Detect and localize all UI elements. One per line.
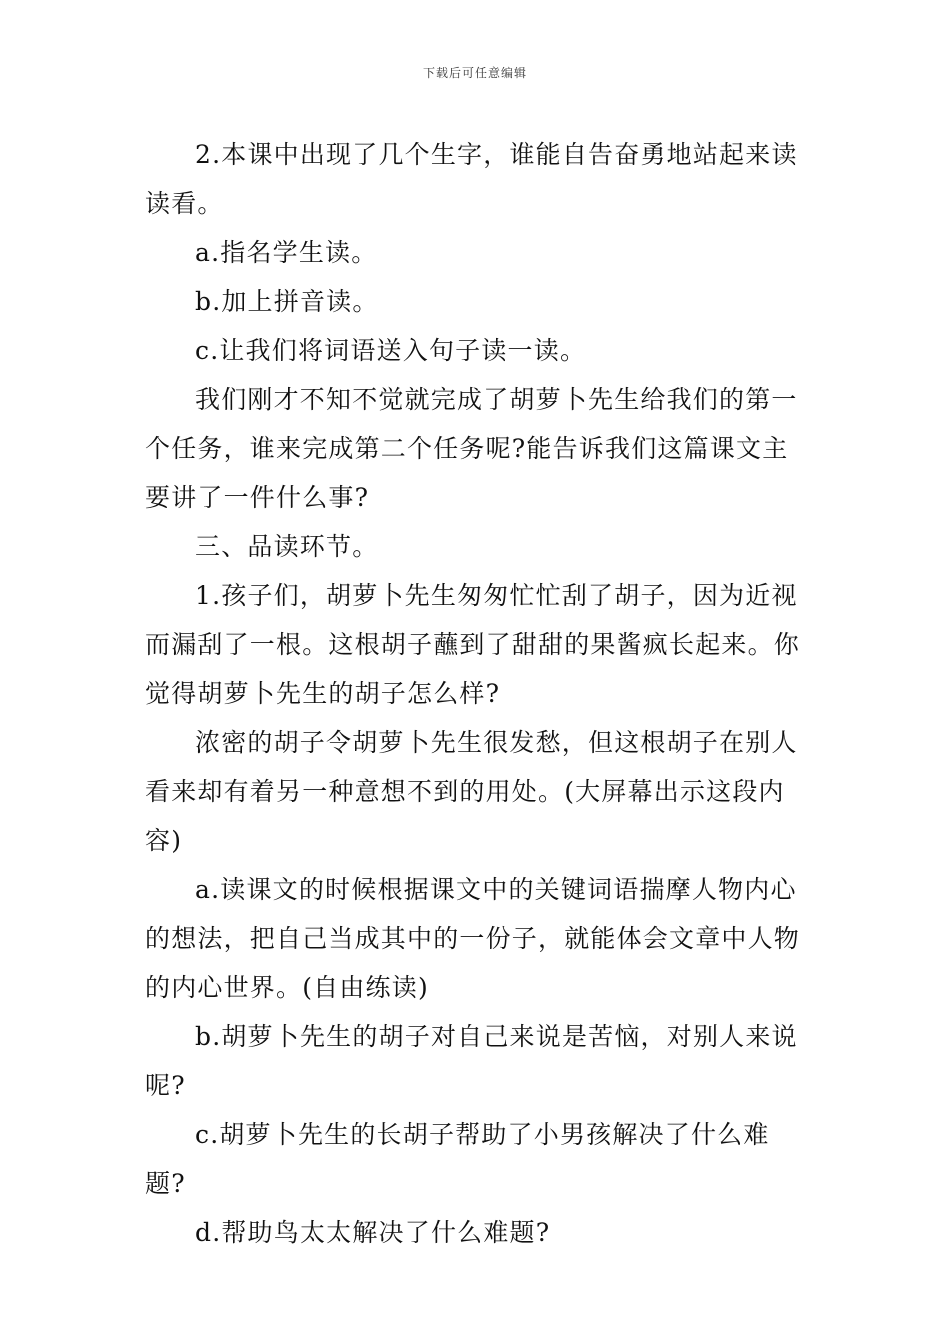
section-heading-reading: 三、品读环节。 — [195, 532, 379, 561]
paragraph-item-b-pinyin: b.加上拼音读。 — [195, 287, 379, 316]
paragraph-item-a-keywords: a.读课文的时候根据课文中的关键词语揣摩人物内心的想法，把自己当成其中的一份子，就能体会文章中人物的内心世界。(自由练读) — [145, 875, 801, 1002]
paragraph-item-d-bird: d.帮助鸟太太解决了什么难题? — [195, 1218, 551, 1247]
paragraph-item-a-read: a.指名学生读。 — [195, 238, 378, 267]
document-body — [145, 130, 810, 1257]
paragraph-beard-use: 浓密的胡子令胡萝卜先生很发愁，但这根胡子在别人看来却有着另一种意想不到的用处。(大屏幕出示这段内容) — [145, 728, 798, 855]
paragraph-new-characters: 2.本课中出现了几个生字，谁能自告奋勇地站起来读读看。 — [145, 140, 798, 218]
page-header: 下载后可任意编辑 — [422, 66, 527, 80]
paragraph-second-task: 我们刚才不知不觉就完成了胡萝卜先生给我们的第一个任务，谁来完成第二个任务呢?能告诉我们这篇课文主要讲了一件什么事? — [145, 385, 798, 512]
paragraph-beard-story: 1.孩子们，胡萝卜先生匆匆忙忙刮了胡子，因为近视而漏刮了一根。这根胡子蘸到了甜甜的果酱疯长起来。你觉得胡萝卜先生的胡子怎么样? — [145, 581, 801, 708]
paragraph-item-c-boy: c.胡萝卜先生的长胡子帮助了小男孩解决了什么难题? — [145, 1120, 770, 1198]
paragraph-item-c-sentences: c.让我们将词语送入句子读一读。 — [195, 336, 587, 365]
paragraph-item-b-others: b.胡萝卜先生的胡子对自己来说是苦恼，对别人来说呢? — [145, 1022, 798, 1100]
